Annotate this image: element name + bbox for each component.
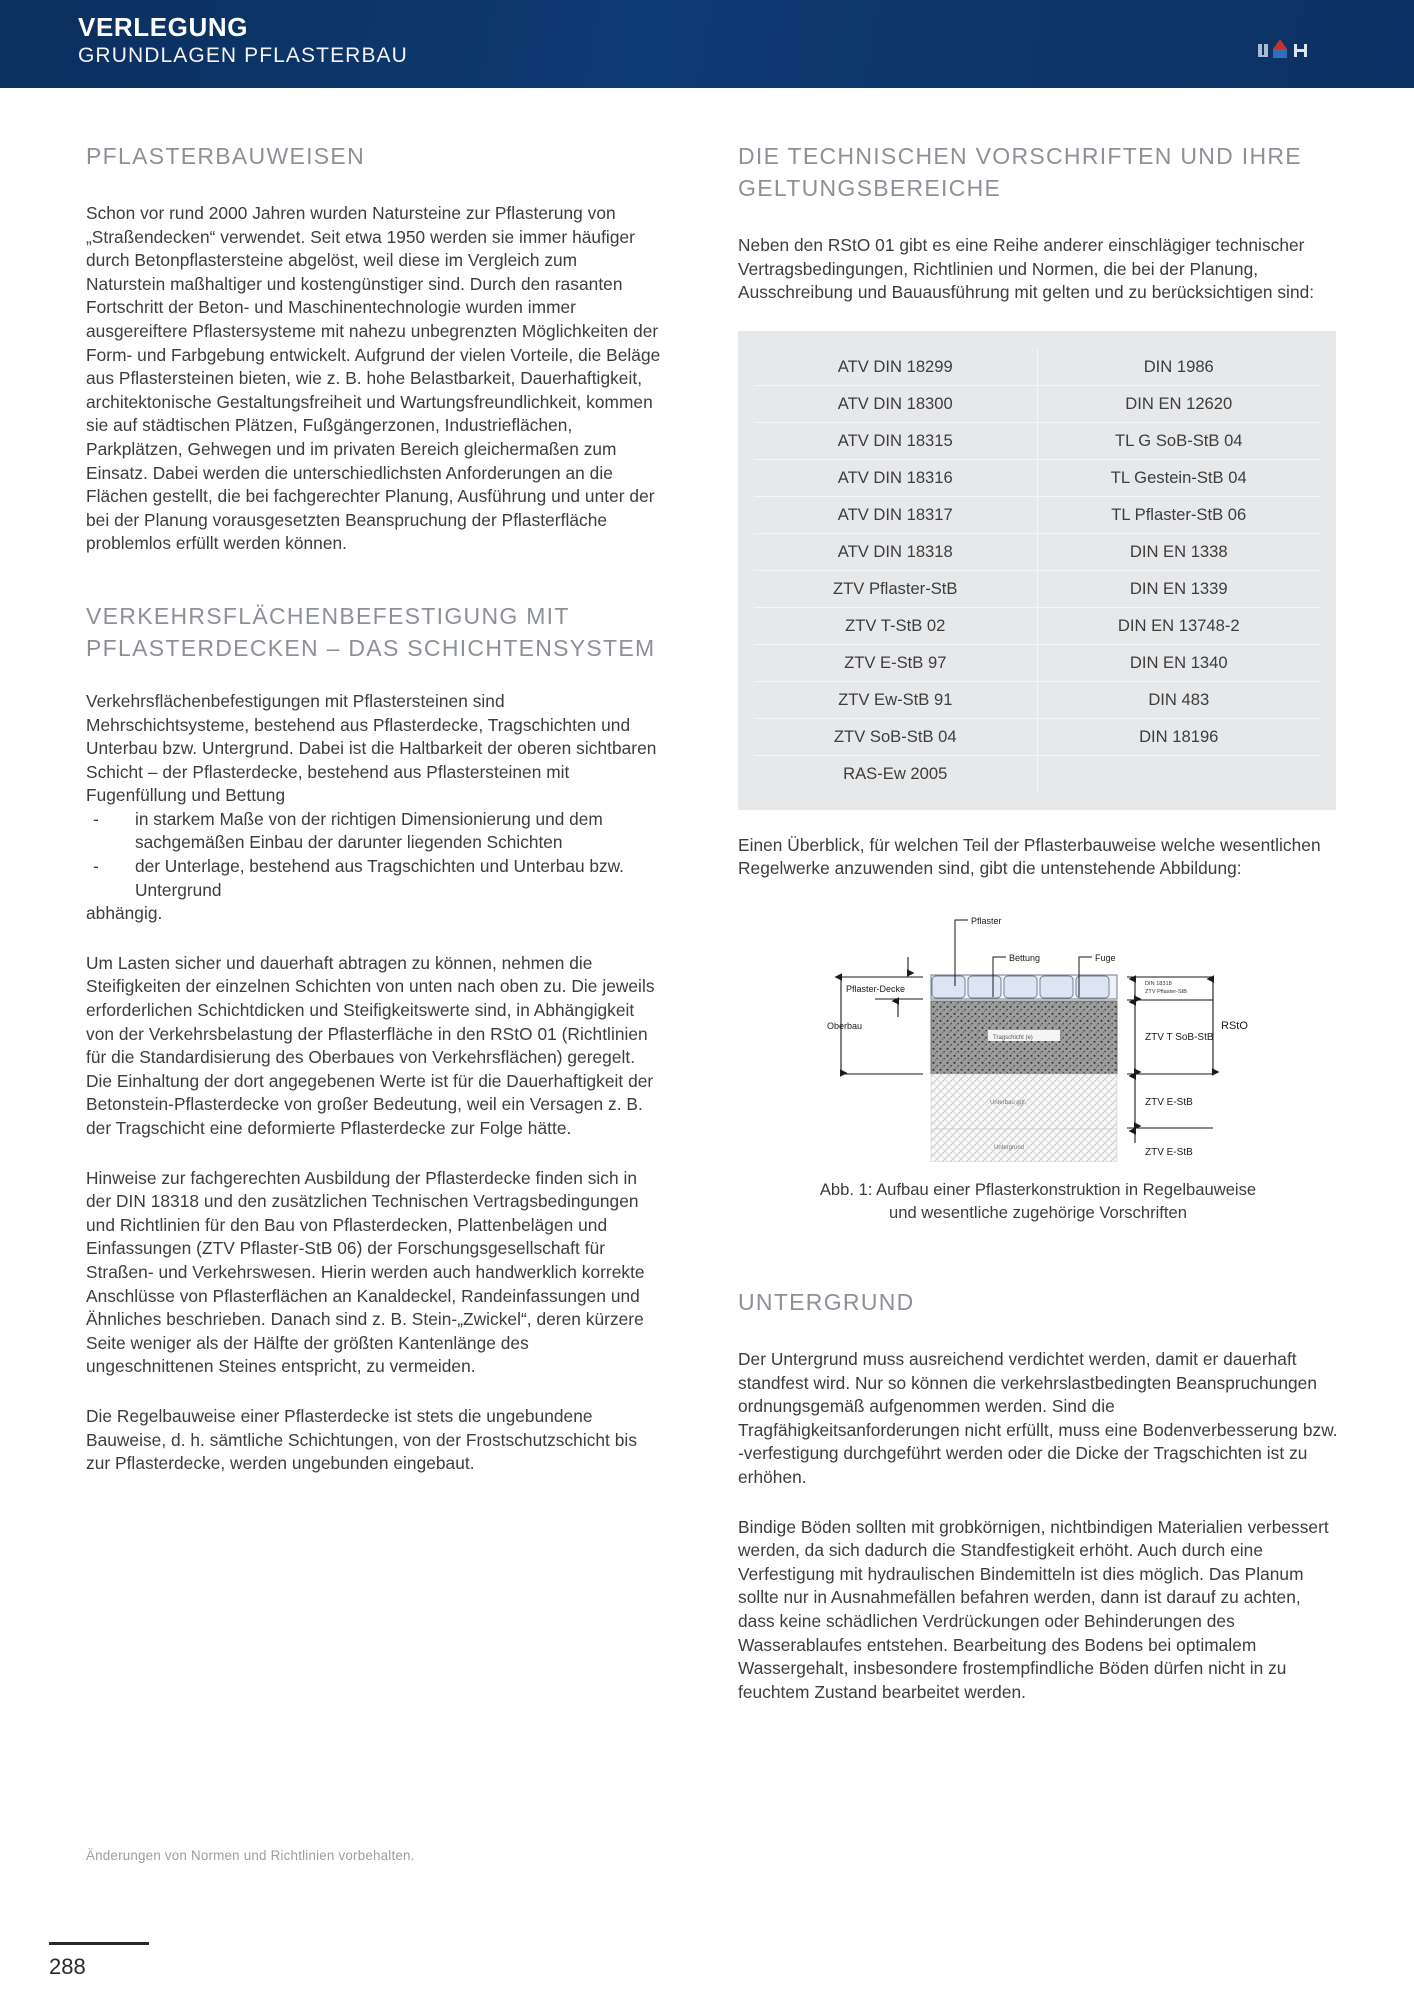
table-cell-right: DIN 1986	[1037, 349, 1320, 386]
standards-table-body	[754, 349, 1320, 792]
heading-verkehrsflaechenbefestigung: VERKEHRSFLÄCHENBEFESTIGUNG MIT PFLASTERDECKEN – DAS SCHICHTENSYSTEM	[86, 602, 656, 661]
figure-pflasterkonstruktion	[738, 907, 1338, 1162]
label-ztv-e-stb-2: ZTV E-StB	[1145, 1146, 1193, 1158]
paragraph-untergrund-2: Bindige Böden sollten mit grobkörnigen, nichtbindigen Materialien verbessert werden, da sich dadurch die Standfestigkeit erhöht. Auch durch eine Verfestigung mit hydraulischen Bindemitteln ist dies möglich. Das Planum sollte nur in Ausnahmefällen befahren werden, dann ist darauf zu achten, dass keine schädlichen Verdrückungen oder Behinderungen des Wasserablaufes entstehen. Bearbeitung des Bodens bei optimalem Wassergehalt, insbesondere frostempfindliche Böden dürfen nicht in zu feuchtem Zustand bearbeitet werden.	[738, 1516, 1329, 1702]
table-cell-left: ATV DIN 18299	[754, 349, 1037, 386]
list-item	[86, 855, 661, 902]
label-ztv-pflaster: ZTV Pflaster-StB	[1145, 988, 1187, 995]
pflasterkonstruktion-diagram-icon	[813, 907, 1263, 1162]
page-number-rule	[49, 1942, 149, 1945]
table-row	[754, 644, 1320, 681]
heading-pflasterbauweisen: PFLASTERBAUWEISEN	[86, 143, 365, 169]
figure-caption	[738, 1178, 1338, 1224]
footnote: Änderungen von Normen und Richtlinien vorbehalten.	[86, 1848, 415, 1863]
page-title: VERLEGUNG	[78, 12, 249, 42]
page-subtitle: GRUNDLAGEN PFLASTERBAU	[78, 44, 408, 67]
table-cell-left: ATV DIN 18300	[754, 385, 1037, 422]
table-cell-left: ZTV Ew-StB 91	[754, 681, 1037, 718]
table-cell-left: ZTV E-StB 97	[754, 644, 1037, 681]
table-cell-left: ZTV SoB-StB 04	[754, 718, 1037, 755]
table-cell-right	[1037, 755, 1320, 792]
paragraph-abhaengig: abhängig.	[86, 903, 163, 924]
label-tragschicht: Tragschicht (e)	[993, 1034, 1033, 1041]
table-cell-left: ATV DIN 18315	[754, 422, 1037, 459]
label-fuge: Fuge	[1095, 952, 1116, 963]
table-row	[754, 349, 1320, 386]
paragraph-vorschriften-intro: Neben den RStO 01 gibt es eine Reihe anderer einschlägiger technischer Vertragsbedingungen, Richtlinien und Normen, die bei der Planung, Ausschreibung und Bauausführung mit gelten und zu berücksichtigen sind:	[738, 235, 1315, 303]
label-din-18318: DIN 18318	[1145, 980, 1172, 987]
table-cell-right: DIN EN 1338	[1037, 533, 1320, 570]
table-row	[754, 496, 1320, 533]
list-item	[86, 808, 661, 855]
table-row	[754, 533, 1320, 570]
page-number: 288	[49, 1954, 86, 1979]
paragraph-hinweise: Hinweise zur fachgerechten Ausbildung der Pflasterdecke finden sich in der DIN 18318 und den zusätzlichen Technischen Vertragsbedingungen und Richtlinien für den Bau von Pflasterdecken, Plattenbelägen und Einfassungen (ZTV Pflaster-StB 06) der Forschungsgesellschaft für Straßen- und Verkehrswesen. Hierin werden auch handwerklich korrekte Anschlüsse von Pflasterflächen an Kanaldeckel, Randeinfassungen und Ähnliches beschrieben. Danach sind z. B. Stein-„Zwickel“, deren kürzere Seite weniger als der Hälfte der größten Kantenlänge des ungeschnittenen Steines entspricht, zu vermeiden.	[86, 1167, 645, 1377]
schichtensystem-bullet-list	[86, 808, 661, 902]
left-column	[86, 140, 661, 1502]
paragraph-ueberblick: Einen Überblick, für welchen Teil der Pflasterbauweise welche wesentlichen Regelwerke anzuwenden sind, gibt die untenstehende Abbildung:	[738, 834, 1321, 879]
table-cell-right: TL G SoB-StB 04	[1037, 422, 1320, 459]
table-cell-left: ZTV T-StB 02	[754, 607, 1037, 644]
heading-untergrund: UNTERGRUND	[738, 1288, 915, 1315]
company-logo-icon	[1254, 36, 1310, 62]
label-pflaster: Pflaster	[971, 915, 1002, 926]
label-untergrund: Untergrund	[994, 1144, 1025, 1151]
heading-technische-vorschriften: DIE TECHNISCHEN VORSCHRIFTEN UND IHRE GELTUNGSBEREICHE	[738, 143, 1302, 201]
paragraph-pflasterbauweisen: Schon vor rund 2000 Jahren wurden Natursteine zur Pflasterung von „Straßendecken“ verwendet. Seit etwa 1950 werden sie immer häufiger durch Betonpflastersteine abgelöst, weil diese im Vergleich zum Naturstein maßhaltiger und kostengünstiger sind. Durch den rasanten Fortschritt der Beton- und Maschinentechnologie wurden immer ausgereiftere Pflastersysteme mit nahezu unbegrenzten Möglichkeiten der Form- und Farbgebung entwickelt. Aufgrund der vielen Vorteile, die Beläge aus Pflastersteinen bieten, wie z. B. hohe Belastbarkeit, Dauerhaftigkeit, architektonische Gestaltungsfreiheit und Wartungsfreundlichkeit, kommen sie auf städtischen Plätzen, Fußgängerzonen, Industrieflächen, Parkplätzen, Gehwegen und im privaten Bereich gleichermaßen zum Einsatz. Dabei werden die unterschiedlichsten Anforderungen an die Flächen gestellt, die bei fachgerechter Planung, Ausführung und unter der bei der Planung vorausgesetzten Beanspruchung der Pflasterfläche problemlos erfüllt werden können.	[86, 203, 661, 554]
label-ztv-t-sob: ZTV T SoB-StB	[1145, 1031, 1214, 1043]
paragraph-untergrund-1: Der Untergrund muss ausreichend verdichtet werden, damit er dauerhaft standfest wird. Nur so können die verkehrslastbedingten Beanspruchungen ordnungsgemäß aufgenommen werden. Sind die Tragfähigkeitsanforderungen nicht erfüllt, muss eine Bodenverbesserung bzw. -verfestigung durchgeführt werden oder die Dicke der Tragschichten ist zu erhöhen.	[738, 1348, 1338, 1487]
right-column	[738, 140, 1338, 1730]
table-cell-right: DIN EN 13748-2	[1037, 607, 1320, 644]
table-row	[754, 755, 1320, 792]
table-cell-left: ZTV Pflaster-StB	[754, 570, 1037, 607]
table-cell-left: ATV DIN 18317	[754, 496, 1037, 533]
paragraph-regelbauweise: Die Regelbauweise einer Pflasterdecke ist stets die ungebundene Bauweise, d. h. sämtliche Schichtungen, von der Frostschutzschicht bis zur Pflasterdecke, werden ungebunden eingebaut.	[86, 1405, 638, 1474]
figure-caption-line2: und wesentliche zugehörige Vorschriften	[889, 1202, 1187, 1222]
dash-marker: -	[93, 808, 99, 829]
table-row	[754, 718, 1320, 755]
table-cell-right: DIN EN 12620	[1037, 385, 1320, 422]
diagram-layers	[931, 975, 1117, 1162]
page-header	[0, 0, 1414, 88]
list-item-label: in starkem Maße von der richtigen Dimensionierung und dem sachgemäßen Einbau der darunter liegenden Schichten	[135, 808, 603, 853]
paragraph-schichtensystem-intro: Verkehrsflächenbefestigungen mit Pflastersteinen sind Mehrschichtsysteme, bestehend aus Pflasterdecke, Tragschichten und Unterbau bzw. Untergrund. Dabei ist die Haltbarkeit der oberen sichtbaren Schicht – der Pflasterdecke, bestehend aus Pflastersteinen mit Fugenfüllung und Bettung	[86, 690, 657, 806]
dash-marker: -	[93, 856, 99, 877]
list-item-label: der Unterlage, bestehend aus Tragschichten und Unterbau bzw. Untergrund	[135, 856, 624, 900]
label-pflaster-decke: Pflaster-Decke	[846, 983, 906, 994]
table-row	[754, 570, 1320, 607]
table-cell-right: DIN 483	[1037, 681, 1320, 718]
table-cell-right: TL Gestein-StB 04	[1037, 459, 1320, 496]
paragraph-lasten: Um Lasten sicher und dauerhaft abtragen zu können, nehmen die Steifigkeiten der einzelnen Schichten von unten nach oben zu. Die jeweils erforderlichen Schichtdicken und Steifigkeitswerte sind, in Abhängigkeit von der Verkehrsbelastung der Pflasterfläche in den RStO 01 (Richtlinien für die Standardisierung des Oberbaues von Verkehrsflächen) geregelt. Die Einhaltung der dort angegebenen Werte ist für die Dauerhaftigkeit der Betonstein-Pflasterdecke von großer Bedeutung, weil ein Versagen z. B. der Tragschicht eine deformierte Pflasterdecke zur Folge hätte.	[86, 952, 655, 1138]
label-unterbau: Unterbau ggf.	[990, 1099, 1027, 1106]
table-row	[754, 681, 1320, 718]
table-cell-left: ATV DIN 18316	[754, 459, 1037, 496]
table-row	[754, 385, 1320, 422]
table-row	[754, 607, 1320, 644]
label-ztv-e-stb-1: ZTV E-StB	[1145, 1096, 1193, 1108]
label-rsto: RStO	[1221, 1019, 1248, 1032]
table-cell-left: RAS-Ew 2005	[754, 755, 1037, 792]
standards-table	[738, 331, 1336, 810]
table-cell-right: DIN EN 1339	[1037, 570, 1320, 607]
label-oberbau: Oberbau	[827, 1020, 863, 1031]
table-cell-right: DIN EN 1340	[1037, 644, 1320, 681]
header-titles	[78, 12, 408, 70]
table-row	[754, 459, 1320, 496]
table-cell-right: DIN 18196	[1037, 718, 1320, 755]
label-bettung: Bettung	[1009, 952, 1041, 963]
table-cell-right: TL Pflaster-StB 06	[1037, 496, 1320, 533]
table-cell-left: ATV DIN 18318	[754, 533, 1037, 570]
figure-caption-line1: Abb. 1: Aufbau einer Pflasterkonstruktion in Regelbauweise	[819, 1179, 1257, 1199]
table-row	[754, 422, 1320, 459]
